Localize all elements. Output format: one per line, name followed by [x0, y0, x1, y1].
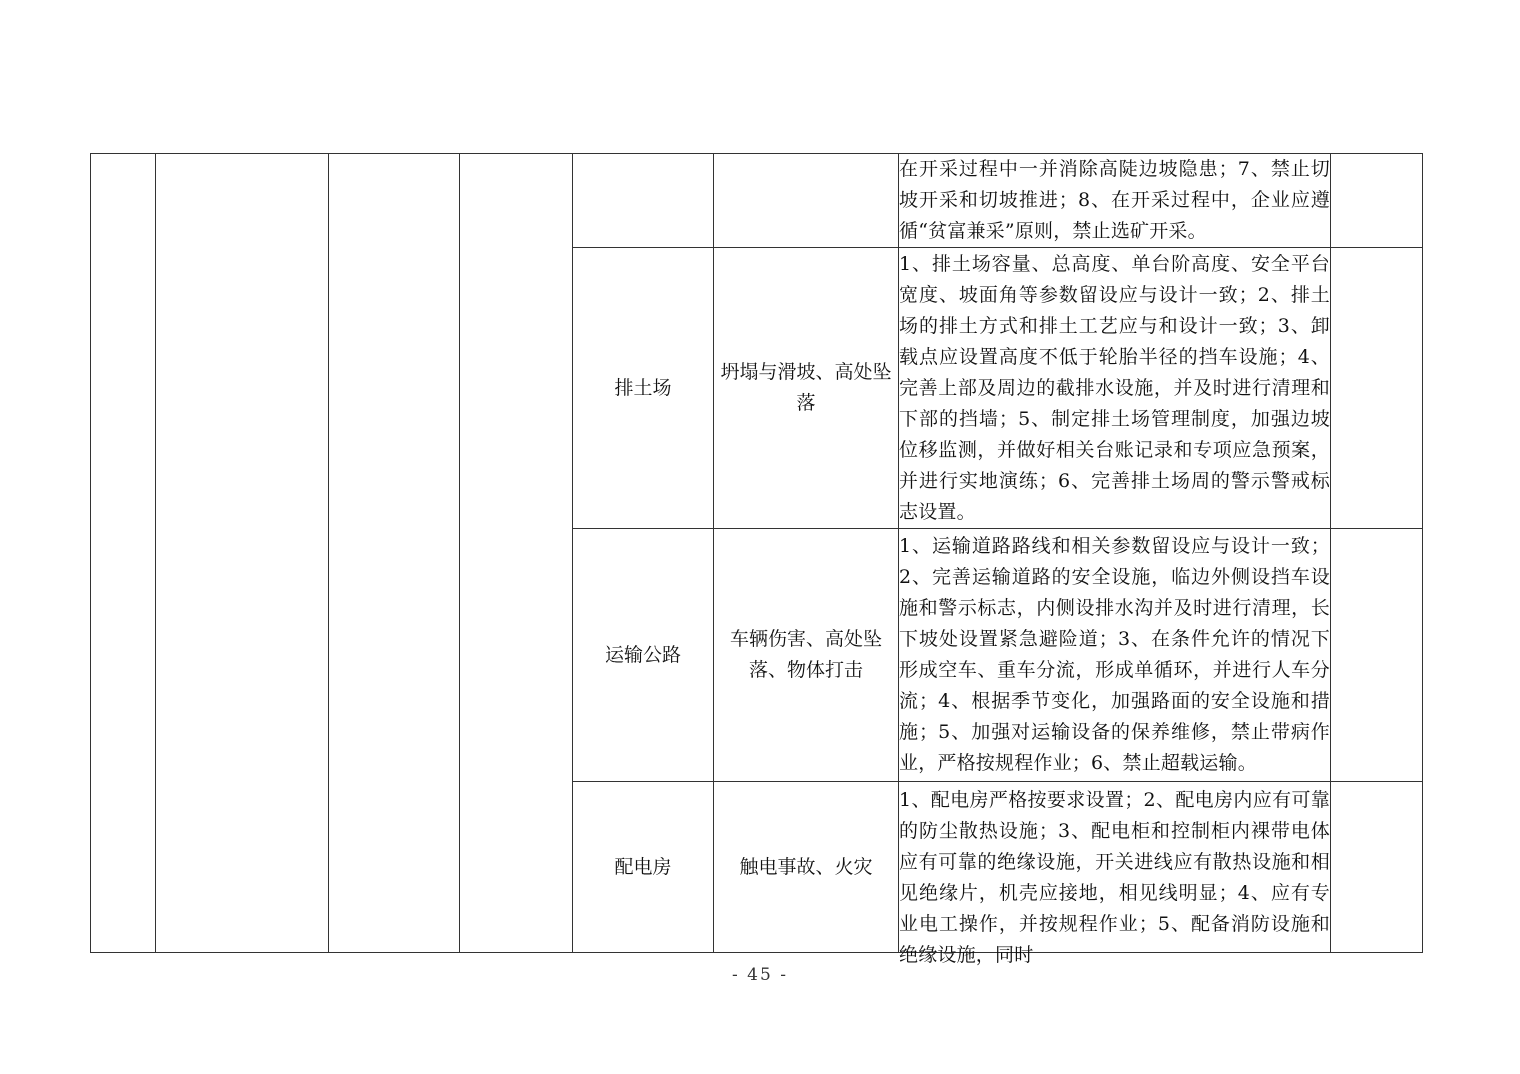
remark-cell [1331, 782, 1423, 953]
place-cell [573, 248, 714, 529]
place-cell [573, 154, 714, 248]
remark-cell [1331, 248, 1423, 529]
blank-column-3 [329, 154, 460, 953]
measures-text: 1、配电房严格按要求设置；2、配电房内应有可靠的防尘散热设施；3、配电柜和控制柜内裸带电体应有可靠的绝缘设施，开关进线应有散热设施和相见绝缘片，机壳应接地，相见线明显；4、应有专业电工操作，并按规程作业；5、配备消防设施和绝缘设施，同时 [899, 788, 1330, 966]
hazard-cell [714, 782, 899, 953]
blank-column-1 [91, 154, 156, 953]
hazard-label: 车辆伤害、高处坠落、物体打击 [729, 628, 882, 681]
risk-control-table [90, 153, 1423, 966]
remark-cell [1331, 154, 1423, 248]
blank-column-4 [460, 154, 573, 953]
remark-cell [1331, 529, 1423, 782]
place-label: 配电房 [614, 855, 672, 878]
place-label: 排土场 [614, 376, 672, 399]
measures-cell: 1、运输道路路线和相关参数留设应与设计一致；2、完善运输道路的安全设施，临边外侧设挡车设施和警示标志，内侧设排水沟并及时进行清理，长下坡处设置紧急避险道；3、在条件允许的情况下形成空车、重车分流，形成单循环，并进行人车分流；4、根据季节变化，加强路面的安全设施和措施；5、加强对运输设备的保养维修，禁止带病作业，严格按规程作业；6、禁止超载运输。 [899, 529, 1331, 782]
measures-cell [899, 782, 1331, 966]
hazard-label: 坍塌与滑坡、高处坠落 [720, 361, 892, 414]
hazard-cell [714, 529, 899, 782]
page-number: - 45 - [732, 965, 788, 985]
place-cell [573, 782, 714, 953]
blank-column-2 [156, 154, 329, 953]
measures-cell: 在开采过程中一并消除高陡边坡隐患；7、禁止切坡开采和切坡推进；8、在开采过程中，企业应遵循“贫富兼采”原则，禁止选矿开采。 [899, 154, 1331, 248]
hazard-label: 触电事故、火灾 [739, 855, 873, 878]
place-label: 运输公路 [604, 643, 681, 666]
place-cell [573, 529, 714, 782]
table-container [90, 153, 1422, 966]
hazard-cell [714, 154, 899, 248]
table-row [91, 154, 1423, 248]
measures-cell: 1、排土场容量、总高度、单台阶高度、安全平台宽度、坡面角等参数留设应与设计一致；2、排土场的排土方式和排土工艺应与和设计一致；3、卸载点应设置高度不低于轮胎半径的挡车设施；4、完善上部及周边的截排水设施，并及时进行清理和下部的挡墙；5、制定排土场管理制度，加强边坡位移监测，并做好相关台账记录和专项应急预案，并进行实地演练；6、完善排土场周的警示警戒标志设置。 [899, 248, 1331, 529]
hazard-cell [714, 248, 899, 529]
